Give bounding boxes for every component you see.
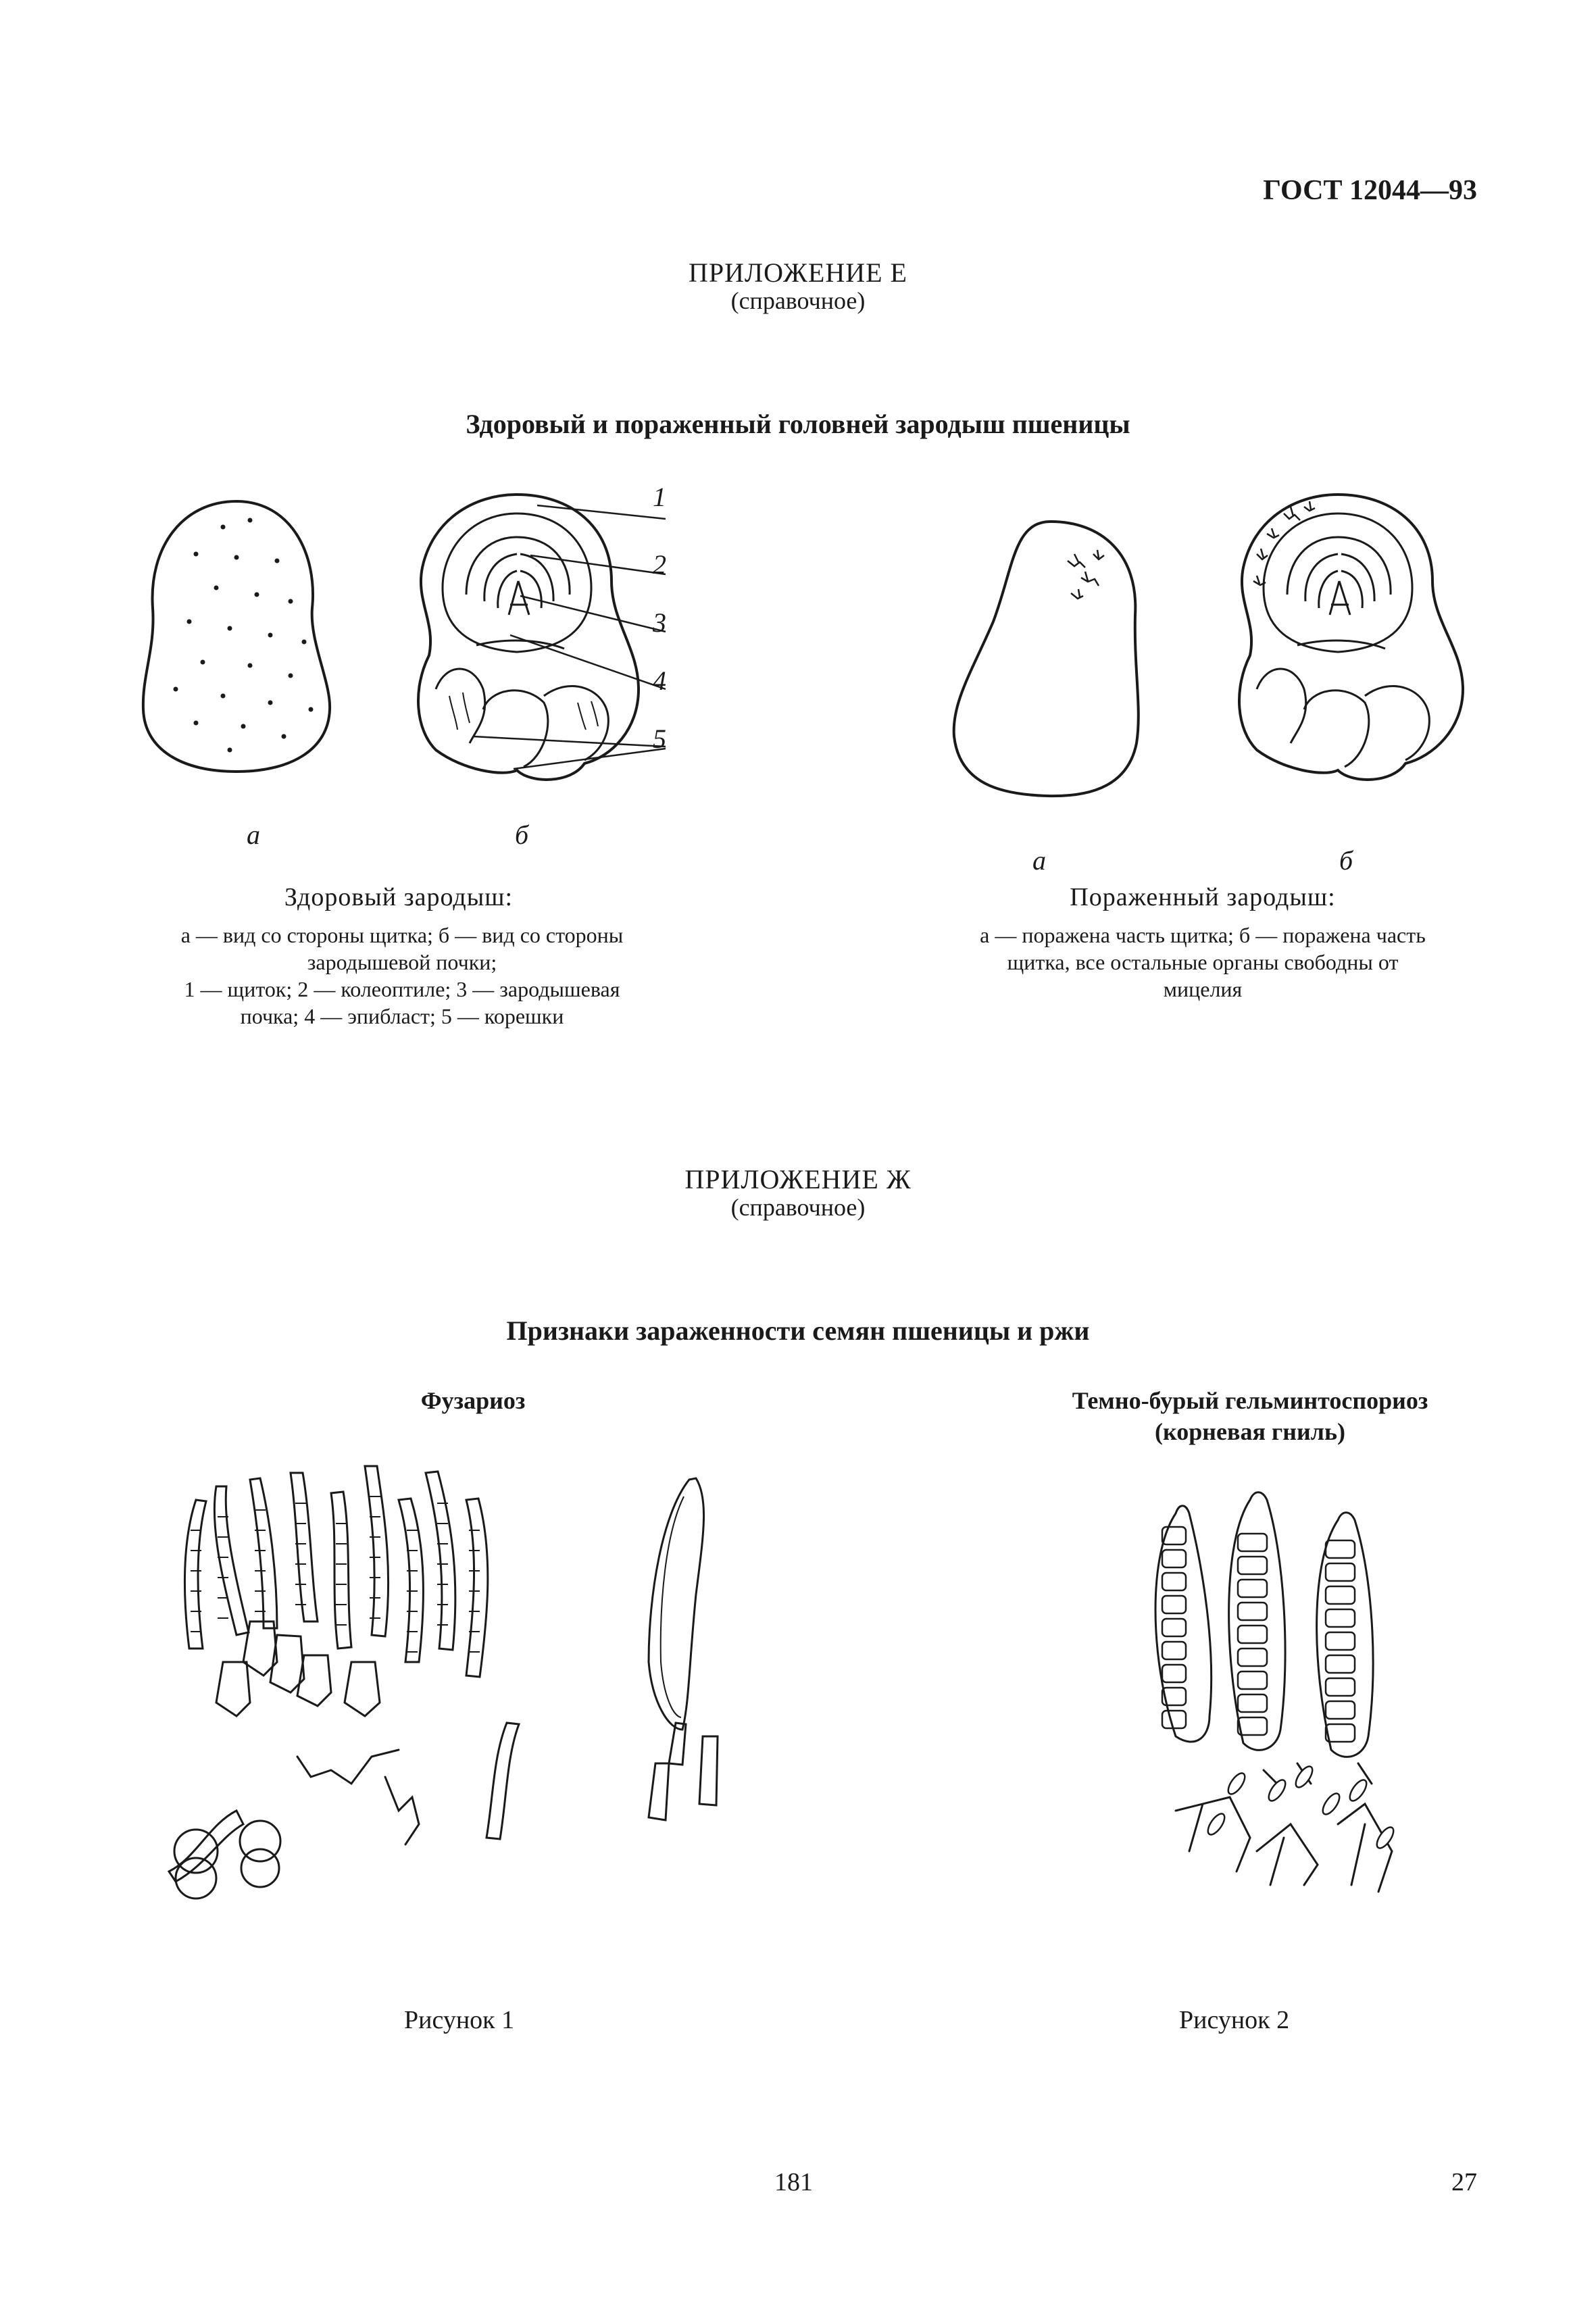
infected-caption-line-3: мицелия (1163, 977, 1243, 1001)
label-number-3: 3 (653, 607, 666, 638)
helminthosporium-title-line-2: (корневая гниль) (1155, 1418, 1345, 1445)
fusarium-title: Фузариоз (420, 1387, 526, 1414)
infected-caption-title: Пораженный зародыш: (1070, 883, 1336, 911)
infected-embryo-a-illustration (946, 513, 1149, 804)
appendix-zh-title: ПРИЛОЖЕНИЕ Ж (684, 1164, 912, 1194)
label-number-1: 1 (653, 482, 666, 512)
label-number-4: 4 (653, 665, 666, 696)
label-number-5: 5 (653, 724, 666, 754)
healthy-letter-b: б (515, 820, 529, 850)
infected-embryo-b-illustration (1230, 486, 1473, 790)
healthy-caption-line-1: а — вид со стороны щитка; б — вид со стороны (180, 923, 624, 947)
infected-caption-line-2: щитка, все остальные органы свободны от (1007, 950, 1399, 974)
helminthosporium-title (980, 1385, 1520, 1447)
page-number-right: 27 (1451, 2168, 1477, 2196)
figure-1-label: Рисунок 1 (404, 2006, 515, 2034)
helminthosporium-title-line-1: Темно-бурый гельминтоспориоз (1072, 1387, 1428, 1414)
healthy-caption-title: Здоровый зародыш: (284, 883, 514, 911)
appendix-zh-heading: Признаки зараженности семян пшеницы и ржи (506, 1315, 1090, 1346)
page-number-center: 181 (774, 2168, 813, 2196)
appendix-e-heading: Здоровый и пораженный головней зародыш пшеницы (466, 409, 1130, 439)
healthy-caption-line-2: зародышевой почки; (307, 950, 497, 974)
label-number-2: 2 (653, 549, 666, 580)
healthy-caption-text (135, 922, 669, 1030)
infected-letter-a: а (1032, 845, 1046, 876)
infected-caption-line-1: а — поражена часть щитка; б — поражена часть (980, 923, 1426, 947)
fusarium-spores-illustration (128, 1459, 750, 1932)
healthy-embryo-b-illustration (409, 486, 693, 790)
standard-number: ГОСТ 12044—93 (1263, 175, 1477, 206)
healthy-caption-line-4: почка; 4 — эпибласт; 5 — корешки (240, 1004, 564, 1028)
healthy-letter-a: а (247, 820, 260, 850)
figure-2-label: Рисунок 2 (1179, 2006, 1290, 2034)
appendix-e-subtitle: (справочное) (730, 287, 866, 314)
appendix-zh-subtitle: (справочное) (730, 1194, 866, 1221)
infected-caption-text (919, 922, 1487, 1003)
helminthosporium-spores-illustration (1135, 1486, 1460, 1912)
healthy-caption-line-3: 1 — щиток; 2 — колеоптиле; 3 — зародышевая (184, 977, 620, 1001)
infected-letter-b: б (1339, 845, 1353, 876)
appendix-e-title: ПРИЛОЖЕНИЕ Е (689, 257, 907, 288)
healthy-embryo-a-illustration (135, 493, 338, 777)
